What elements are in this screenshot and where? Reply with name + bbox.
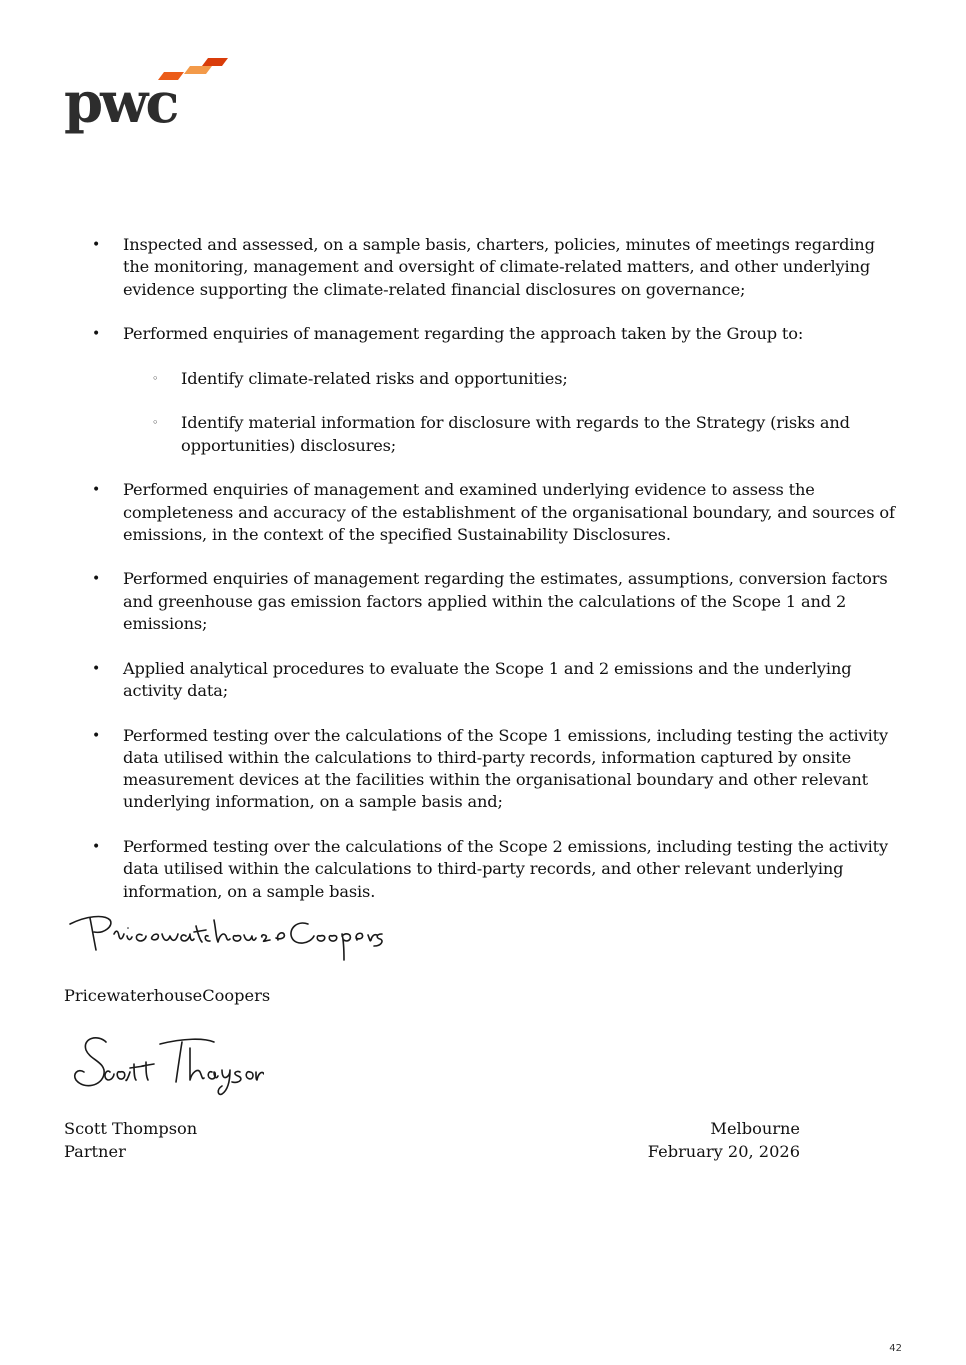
list-item bbox=[64, 234, 904, 301]
list-item-text: Inspected and assessed, on a sample basis, charters, policies, minutes of meetings regarding the monitoring, management and oversight of climate-related matters, and other underlying evidence supporting the climate-related financial disclosures on governance; bbox=[123, 235, 875, 299]
list-item bbox=[64, 725, 904, 814]
page-number: 42 bbox=[889, 1343, 902, 1354]
bullet-marker: • bbox=[92, 571, 101, 588]
logo-bar-dark bbox=[202, 58, 228, 66]
list-item-text: Performed enquiries of management regarding the estimates, assumptions, conversion factors and greenhouse gas emission factors applied within the calculations of the Scope 1 and 2 emissions; bbox=[123, 569, 888, 634]
list-item-text: Identify climate-related risks and opportunities; bbox=[181, 368, 568, 388]
bullet-marker: • bbox=[92, 839, 101, 856]
bullet-marker: • bbox=[92, 326, 101, 343]
pwc-logo-mark bbox=[62, 52, 232, 142]
list-item-text: Performed enquiries of management regarding the approach taken by the Group to: bbox=[123, 324, 804, 344]
procedures-list bbox=[64, 234, 904, 925]
sub-list-item bbox=[64, 412, 904, 457]
firm-name: PricewaterhouseCoopers bbox=[64, 986, 271, 1005]
firm-signature-drawing bbox=[64, 906, 384, 968]
list-item-text: Performed testing over the calculations of the Scope 2 emissions, including testing the activity data utilised within the calculations to third-party records, and other relevant underlying information, on a sample basis. bbox=[123, 837, 888, 901]
bullet-marker: • bbox=[92, 727, 101, 744]
list-item bbox=[64, 568, 904, 635]
partner-signature-drawing bbox=[64, 1028, 264, 1104]
signing-location: Melbourne bbox=[710, 1119, 800, 1138]
list-item bbox=[64, 323, 904, 345]
list-item-text: Applied analytical procedures to evaluate the Scope 1 and 2 emissions and the underlying activity data; bbox=[123, 658, 852, 700]
signing-date: February 20, 2026 bbox=[647, 1142, 800, 1161]
list-item-text: Performed testing over the calculations of the Scope 1 emissions, including testing the activity data utilised within the calculations to third-party records, information captured by onsite measurement devices at the facilities within the organisational boundary and other relevant underlying information, on a sample basis and; bbox=[123, 725, 888, 812]
logo-bar-light bbox=[184, 66, 212, 74]
sub-list-item bbox=[64, 368, 904, 390]
partner-title: Partner bbox=[64, 1142, 126, 1161]
bullet-marker: • bbox=[92, 237, 101, 253]
partner-signature bbox=[64, 1028, 264, 1104]
list-item-text: Performed enquiries of management and examined underlying evidence to assess the completeness and accuracy of the establishment of the organisational boundary, and sources of emissions, in the context of the specified Sustainability Disclosures. bbox=[123, 480, 895, 544]
pwc-logo bbox=[62, 52, 232, 142]
partner-name: Scott Thompson bbox=[64, 1119, 198, 1138]
sub-bullet-marker: ◦ bbox=[152, 416, 159, 430]
bullet-marker: • bbox=[92, 482, 101, 499]
firm-signature bbox=[64, 906, 384, 968]
list-item bbox=[64, 658, 904, 703]
list-item bbox=[64, 479, 904, 546]
bullet-marker: • bbox=[92, 660, 101, 677]
sub-bullet-marker: ◦ bbox=[152, 371, 159, 385]
list-item bbox=[64, 836, 904, 903]
logo-wordmark: pwc bbox=[64, 70, 177, 136]
list-item-text: Identify material information for disclosure with regards to the Strategy (risks and opportunities) disclosures; bbox=[181, 413, 850, 455]
